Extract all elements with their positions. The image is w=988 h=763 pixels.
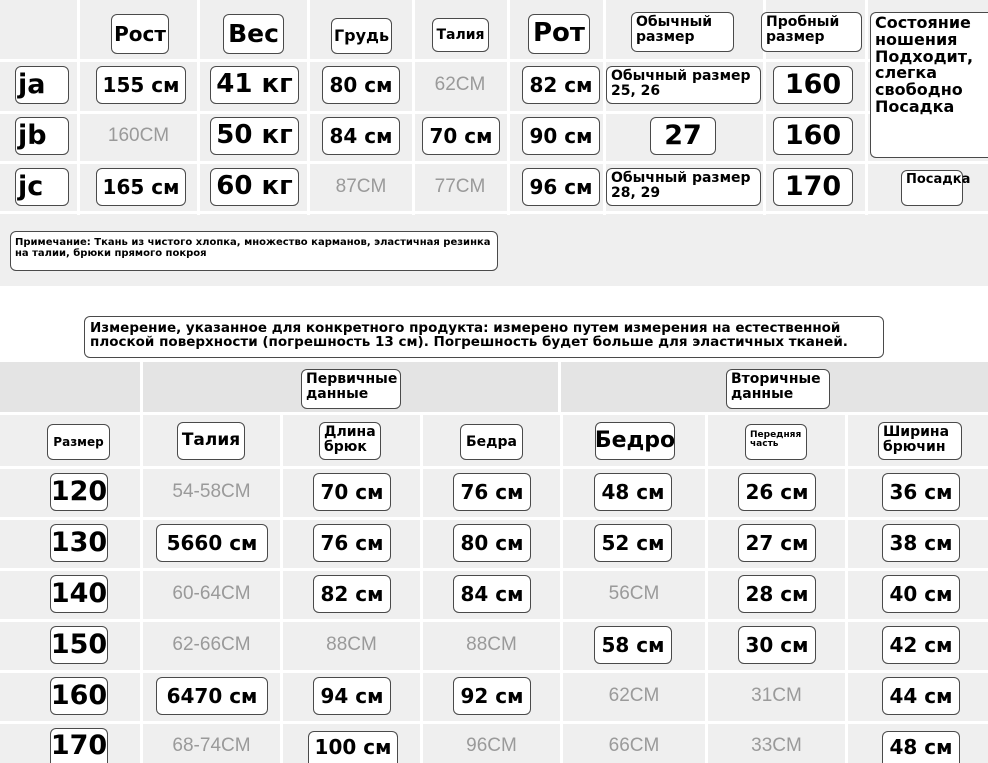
r140-hips: 84 см [453, 575, 531, 613]
r170-waist: 68-74CM [172, 734, 251, 756]
r120-hips: 76 см [453, 473, 531, 511]
r150-length: 88CM [326, 634, 377, 655]
ja-mouth: 82 см [522, 66, 600, 104]
col-waist: Талия [177, 422, 245, 460]
r120-front: 26 см [738, 473, 816, 511]
jc-waist: 77CM [434, 176, 486, 197]
r170-front: 33CM [751, 734, 802, 756]
row-label-jc: jc [15, 168, 69, 206]
r130-front: 27 см [738, 524, 816, 562]
r170-thigh: 66CM [608, 734, 660, 756]
r170-hips: 96CM [466, 734, 517, 756]
ja-weight: 41 кг [210, 66, 299, 104]
r170-length: 100 см [308, 731, 398, 763]
r150-thigh: 58 см [594, 626, 672, 664]
r150-waist: 62-66CM [172, 634, 251, 655]
size-140: 140 [50, 575, 108, 613]
jc-chest: 87CM [335, 176, 387, 197]
ja-chest: 80 см [322, 66, 400, 104]
jc-fit: Посадка [901, 170, 963, 206]
r160-hips: 92 см [453, 677, 531, 715]
jc-mouth: 96 см [522, 168, 600, 206]
r140-length: 82 см [313, 575, 391, 613]
col-leg-width: Ширина брючин [878, 422, 962, 460]
col-thigh: Бедро [595, 422, 675, 460]
jb-chest: 84 см [322, 117, 400, 155]
r150-leg: 42 см [882, 626, 960, 664]
r140-front: 28 см [738, 575, 816, 613]
jb-weight: 50 кг [210, 117, 299, 155]
size-150: 150 [50, 626, 108, 664]
size-120: 120 [50, 473, 108, 511]
r170-leg: 48 см [882, 731, 960, 763]
size-130: 130 [50, 524, 108, 562]
r120-thigh: 48 см [594, 473, 672, 511]
r120-length: 70 см [313, 473, 391, 511]
jc-height: 165 см [96, 168, 186, 206]
header-chest: Грудь [331, 18, 392, 54]
r160-waist: 6470 см [156, 677, 268, 715]
measurement-banner: Измерение, указанное для конкретного продукта: измерено путем измерения на естественной плоской поверхности (погрешность 13 см). Погрешность будет больше для эластичных тканей. [84, 316, 884, 358]
col-length: Длина брюк [319, 422, 381, 460]
header-usual-size: Обычный размер [631, 12, 734, 52]
row-label-jb: jb [15, 117, 69, 155]
jb-mouth: 90 см [522, 117, 600, 155]
size-170: 170 [50, 728, 108, 763]
r140-leg: 40 см [882, 575, 960, 613]
jb-height: 160CM [107, 125, 170, 146]
r160-thigh: 62CM [608, 685, 660, 706]
row-label-ja: ja [15, 66, 69, 104]
jb-usual-size: 27 [650, 117, 716, 155]
header-height: Рост [111, 14, 169, 54]
ja-usual-size: Обычный размер 25, 26 [606, 66, 761, 104]
jc-usual-size: Обычный размер 28, 29 [606, 168, 761, 206]
r130-leg: 38 см [882, 524, 960, 562]
r130-waist: 5660 см [156, 524, 268, 562]
r130-length: 76 см [313, 524, 391, 562]
r160-length: 94 см [313, 677, 391, 715]
wearing-state-text: Состояние ношения Подходит, слегка свободно Посадка [875, 13, 974, 116]
r140-waist: 60-64CM [172, 583, 251, 604]
jb-waist: 70 см [422, 117, 500, 155]
r130-hips: 80 см [453, 524, 531, 562]
group-secondary-data: Вторичные данные [726, 369, 830, 409]
ja-height: 155 см [96, 66, 186, 104]
r160-leg: 44 см [882, 677, 960, 715]
r150-hips: 88CM [466, 634, 517, 655]
jc-weight: 60 кг [210, 168, 299, 206]
r150-front: 30 см [738, 626, 816, 664]
r120-leg: 36 см [882, 473, 960, 511]
ja-waist: 62CM [434, 74, 486, 95]
header-mouth: Рот [528, 14, 590, 54]
ja-trial-size: 160 [773, 66, 853, 104]
size-160: 160 [50, 677, 108, 715]
jc-trial-size: 170 [773, 168, 853, 206]
group-primary-data: Первичные данные [301, 369, 401, 409]
header-weight: Вес [223, 14, 284, 54]
col-hips: Бедра [460, 424, 523, 460]
jb-trial-size: 160 [773, 117, 853, 155]
header-trial-size: Пробный размер [761, 12, 862, 52]
r160-front: 31CM [751, 685, 802, 706]
r140-thigh: 56CM [608, 583, 660, 604]
header-waist: Талия [432, 18, 489, 52]
col-front: Передняя часть [745, 424, 807, 460]
header-wearing-state [870, 12, 988, 158]
col-size: Размер [47, 424, 110, 460]
r130-thigh: 52 см [594, 524, 672, 562]
fabric-note: Примечание: Ткань из чистого хлопка, множество карманов, эластичная резинка на талии, брюки прямого покроя [10, 231, 498, 271]
r120-waist: 54-58CM [172, 481, 251, 502]
